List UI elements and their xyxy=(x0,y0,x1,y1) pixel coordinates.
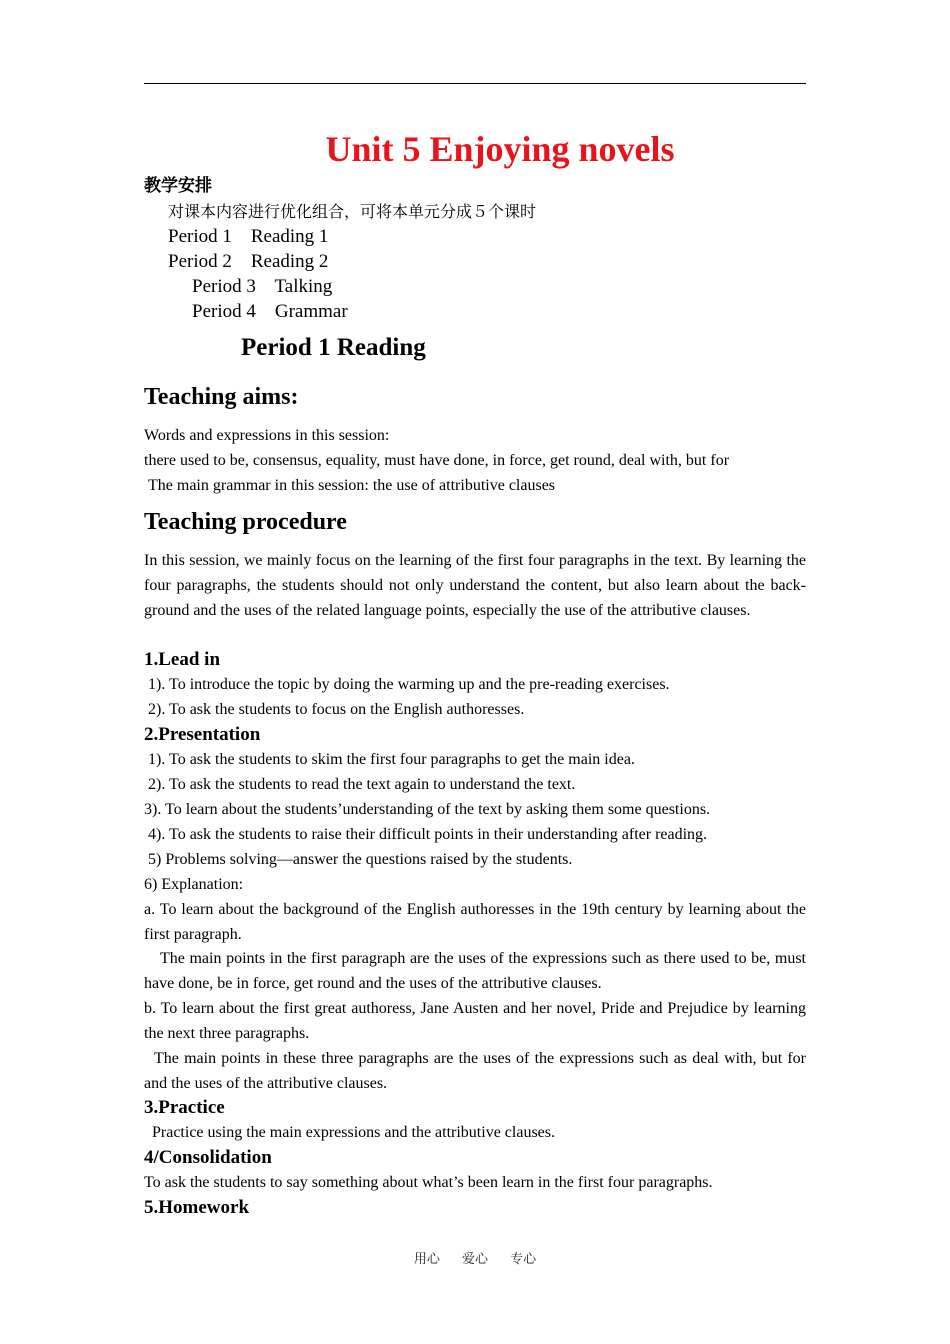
practice-text: Practice using the main expressions and the attributive clauses. xyxy=(152,1124,555,1141)
list-item: 4). To ask the students to raise their difficult points in their understanding after reading. xyxy=(148,826,708,843)
period-heading: Period 1 Reading xyxy=(241,334,426,361)
arrangement-heading: 教学安排 xyxy=(144,176,212,196)
aims-heading: Teaching aims: xyxy=(144,384,299,410)
page-footer: 用心 爱心 专心 xyxy=(413,1252,537,1267)
homework-heading: 5.Homework xyxy=(144,1197,250,1218)
schedule-item: Period 1 Reading 1 xyxy=(168,226,329,247)
consolidation-heading: 4/Consolidation xyxy=(144,1147,272,1168)
explanation-b-points: The main points in these three paragraphs are the uses of the expressions such as deal with, but for and the uses of the attributive clauses. xyxy=(144,1050,806,1092)
explanation-a-points: The main points in the first paragraph are the uses of the expressions such as there used to be, must have done, be in force, get round and the uses of the attributive clauses. xyxy=(144,950,806,992)
schedule-item: Period 2 Reading 2 xyxy=(168,251,329,272)
aims-line: The main grammar in this session: the use of attributive clauses xyxy=(148,477,556,494)
list-item: 2). To ask the students to read the text again to understand the text. xyxy=(148,776,576,793)
list-item: 6) Explanation: xyxy=(144,876,244,893)
list-item: 5) Problems solving—answer the questions raised by the students. xyxy=(148,851,573,868)
procedure-intro: In this session, we mainly focus on the learning of the first four paragraphs in the text. By learning the four paragraphs, the students should not only understand the content, but also learn about the back-ground and the uses of the related language points, especially the use of the attributive clauses. xyxy=(144,552,806,619)
list-item: 1). To introduce the topic by doing the warming up and the pre-reading exercises. xyxy=(148,676,670,693)
page-title: Unit 5 Enjoying novels xyxy=(325,129,675,169)
list-item: 2). To ask the students to focus on the English authoresses. xyxy=(148,701,525,718)
list-item: 3). To learn about the students’understanding of the text by asking them some questions. xyxy=(144,801,711,818)
explanation-a: a. To learn about the background of the English authoresses in the 19th century by learning about the first paragraph. xyxy=(144,901,806,943)
list-item: 1). To ask the students to skim the first four paragraphs to get the main idea. xyxy=(148,751,635,768)
consolidation-text: To ask the students to say something about what’s been learn in the first four paragraphs. xyxy=(144,1174,713,1191)
schedule-item: Period 4 Grammar xyxy=(192,301,348,322)
practice-heading: 3.Practice xyxy=(144,1097,225,1118)
procedure-heading: Teaching procedure xyxy=(144,509,347,535)
header-rule xyxy=(144,83,806,84)
aims-line: Words and expressions in this session: xyxy=(144,427,390,444)
explanation-b: b. To learn about the first great authoress, Jane Austen and her novel, Pride and Prejudice by learning the next three paragraphs. xyxy=(144,1000,806,1042)
schedule-item: Period 3 Talking xyxy=(192,276,333,297)
aims-line: there used to be, consensus, equality, must have done, in force, get round, deal with, but for xyxy=(144,452,730,469)
presentation-heading: 2.Presentation xyxy=(144,724,261,745)
lead-in-heading: 1.Lead in xyxy=(144,649,221,670)
arrangement-intro: 对课本内容进行优化组合，可将本单元分成５个课时 xyxy=(168,202,537,221)
